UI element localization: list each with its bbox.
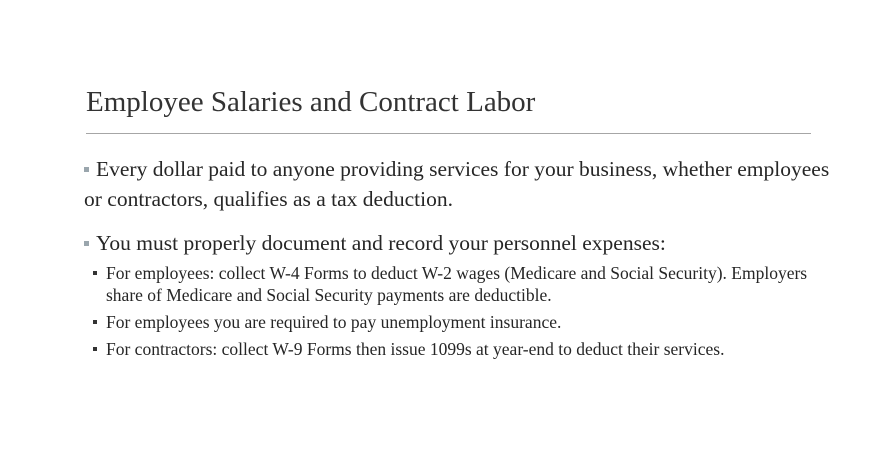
bullet-text: You must properly document and record your personnel expenses: bbox=[96, 231, 666, 255]
bullet-text: Every dollar paid to anyone providing services for your business, whether employees or contractors, qualifies as a tax deduction. bbox=[84, 157, 830, 211]
sub-bullet-text: For employees: collect W-4 Forms to deduct W-2 wages (Medicare and Social Security). Employers share of Medicare and Social Security payments are deductible. bbox=[106, 263, 808, 305]
square-bullet-icon bbox=[93, 347, 97, 351]
square-bullet-icon bbox=[84, 241, 89, 246]
sub-bullet-item bbox=[93, 338, 844, 360]
sub-bullet-item bbox=[93, 262, 844, 306]
sub-bullet-list bbox=[84, 262, 844, 360]
square-bullet-icon bbox=[93, 271, 97, 275]
bullet-list bbox=[84, 154, 844, 365]
square-bullet-icon bbox=[93, 320, 97, 324]
bullet-item bbox=[84, 228, 844, 258]
bullet-item bbox=[84, 154, 844, 214]
sub-bullet-group bbox=[84, 262, 844, 360]
title-divider bbox=[86, 133, 811, 134]
sub-bullet-text: For employees you are required to pay unemployment insurance. bbox=[106, 312, 562, 332]
sub-bullet-text: For contractors: collect W-9 Forms then issue 1099s at year-end to deduct their services. bbox=[106, 339, 725, 359]
sub-bullet-item bbox=[93, 311, 844, 333]
square-bullet-icon bbox=[84, 167, 89, 172]
slide-title: Employee Salaries and Contract Labor bbox=[86, 86, 536, 118]
